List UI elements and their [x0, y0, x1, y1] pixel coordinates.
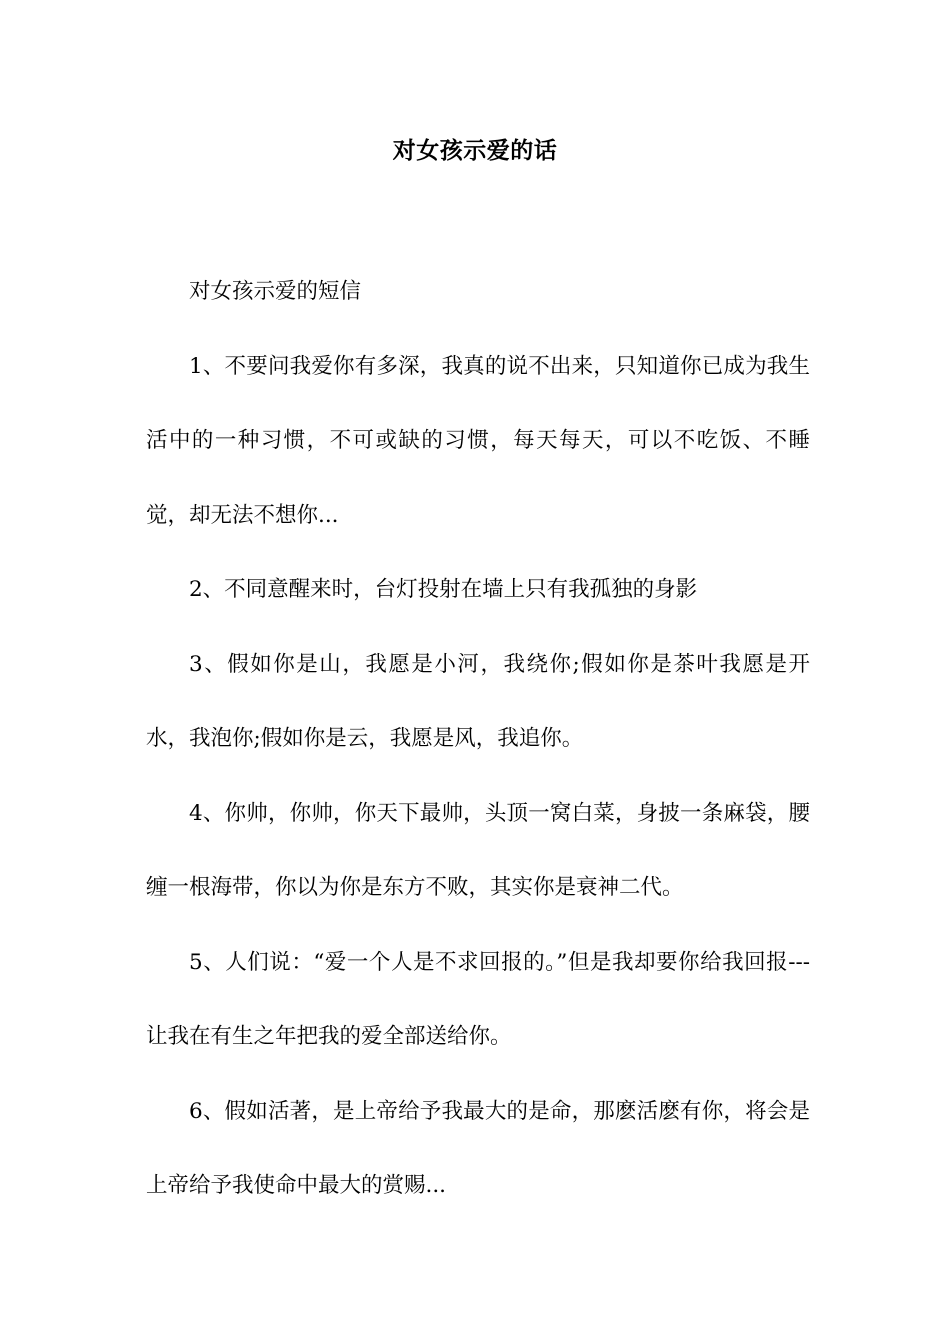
- document-title: 对女孩示爱的话: [392, 137, 558, 164]
- document-body: [146, 255, 810, 1224]
- paragraph-heading: 对女孩示爱的短信: [189, 279, 362, 304]
- paragraph: 4、你帅，你帅，你天下最帅，头顶一窝白菜，身披一条麻袋，腰缠一根海带，你以为你是东方不败，其实你是衰神二代。: [146, 800, 810, 900]
- paragraph: 3、假如你是山，我愿是小河，我绕你;假如你是茶叶我愿是开水，我泡你;假如你是云，我愿是风，我追你。: [146, 651, 810, 751]
- paragraph: 2、不同意醒来时，台灯投射在墙上只有我孤独的身影: [189, 577, 698, 602]
- paragraph: 1、不要问我爱你有多深，我真的说不出来，只知道你已成为我生活中的一种习惯，不可或缺的习惯，每天每天，可以不吃饭、不睡觉，却无法不想你...: [146, 353, 810, 528]
- paragraph: 5、人们说：“爱一个人是不求回报的。”但是我却要你给我回报---让我在有生之年把我的爱全部送给你。: [146, 949, 810, 1049]
- paragraph: 6、假如活著，是上帝给予我最大的是命，那麽活麽有你，将会是上帝给予我使命中最大的赏赐...: [146, 1098, 810, 1198]
